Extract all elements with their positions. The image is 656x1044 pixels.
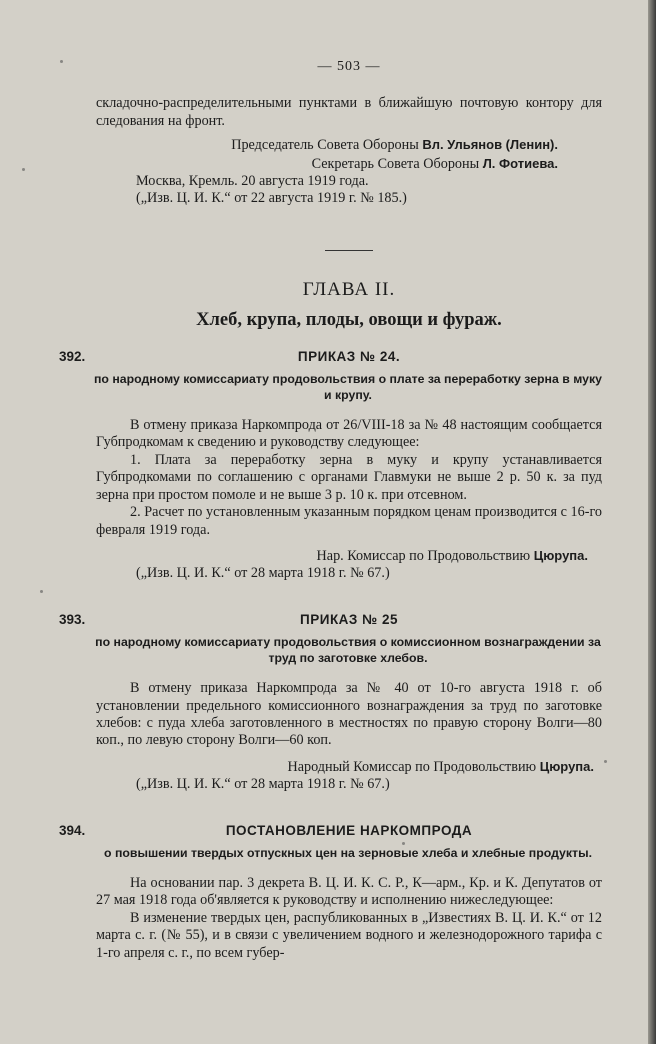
document-number: 392. <box>59 348 86 364</box>
paragraph: 2. Расчет по установленным указанным порядком ценам производится с 16-го февраля 1919 года. <box>96 504 602 538</box>
chapter-label: ГЛАВА II. <box>302 278 396 300</box>
document-394 <box>59 822 602 962</box>
signature-name: Вл. Ульянов (Ленин). <box>422 137 558 153</box>
signature-name: Цюрупа. <box>533 547 588 563</box>
document-subtitle: по народному комиссариату продовольствия о плате за переработку зерна в муку и крупу. <box>94 372 602 403</box>
source-citation: („Изв. Ц. И. К.“ от 28 марта 1918 г. № 67.) <box>136 776 390 793</box>
page-edge-shadow <box>648 0 656 1044</box>
signature-chairman <box>96 136 602 154</box>
document-title: ПРИКАЗ № 25 <box>300 611 398 627</box>
signature-role: Нар. Комиссар по Продовольствию <box>316 547 531 564</box>
divider-rule <box>325 250 373 251</box>
page-content <box>59 58 602 962</box>
paragraph: В отмену приказа Наркомпрода за № 40 от 10-го августа 1918 г. об установлении предельного комиссионного вознаграждения за труд по заготовке хлебов: с пуда хлеба заготовленного в местностях по правую сторону Волги—80 коп., по левую сторону Волги—60 коп. <box>96 680 602 749</box>
intro-text: складочно-распределительными пунктами в ближайшую почтовую контору для следования на фронт. <box>96 95 602 129</box>
paragraph: На основании пар. 3 декрета В. Ц. И. К. С. Р., К—арм., Кр. и К. Депутатов от 27 мая 1918 года об'является к руководству и исполнению нижеследующее: <box>96 874 602 909</box>
page-number: — 503 — <box>317 59 381 74</box>
signature-role: Секретарь Совета Обороны <box>311 155 480 172</box>
signature <box>96 758 602 776</box>
signature <box>96 547 602 565</box>
signature-name: Л. Фотиева. <box>482 155 558 171</box>
place-date: Москва, Кремль. 20 августа 1919 года. <box>136 173 369 190</box>
paper-speck <box>402 842 405 845</box>
signature-role: Председатель Совета Обороны <box>231 137 419 154</box>
paper-speck <box>604 760 607 763</box>
paper-speck <box>40 590 43 593</box>
document-title: ПРИКАЗ № 24. <box>297 348 401 364</box>
document-number: 394. <box>59 822 86 838</box>
signature-name: Цюрупа. <box>539 758 594 774</box>
document-subtitle: о повышении твердых отпускных цен на зерновые хлеба и хлебные продукты. <box>104 845 592 860</box>
signature-secretary <box>96 155 602 173</box>
document-392 <box>59 348 602 583</box>
paragraph: В изменение твердых цен, распубликованных в „Известиях В. Ц. И. К.“ от 12 марта с. г. (№ 55), и в связи с увеличением водного и железнодорожного тарифа с 1-го апреля с. г., по всем губер- <box>96 909 602 961</box>
signature-role: Народный Комиссар по Продовольствию <box>287 758 537 775</box>
chapter-title: Хлеб, крупа, плоды, овощи и фураж. <box>196 310 502 331</box>
source-citation: („Изв. Ц. И. К.“ от 28 марта 1918 г. № 67.) <box>136 565 390 582</box>
source-citation: („Изв. Ц. И. К.“ от 22 августа 1919 г. № 185.) <box>136 190 407 207</box>
document-393 <box>59 611 602 794</box>
paragraph: В отмену приказа Наркомпрода от 26/VIII-18 за № 48 настоящим сообщается Губпродкомам к сведению и руководству следующее: <box>96 417 602 451</box>
paper-speck <box>60 60 63 63</box>
paragraph: 1. Плата за переработку зерна в муку и крупу устанавливается Губпродкомами по соглашению с органами Главмуки не выше 2 р. 50 к. за пуд зерна при простом помоле и не выше 3 р. 10 к. при отсевном. <box>96 451 602 503</box>
paper-speck <box>22 168 25 171</box>
document-number: 393. <box>59 611 86 627</box>
document-title: ПОСТАНОВЛЕНИЕ НАРКОМПРОДА <box>225 822 473 838</box>
document-subtitle: по народному комиссариату продовольствия о комиссионном вознаграждении за труд по заготовке хлебов. <box>95 635 601 666</box>
